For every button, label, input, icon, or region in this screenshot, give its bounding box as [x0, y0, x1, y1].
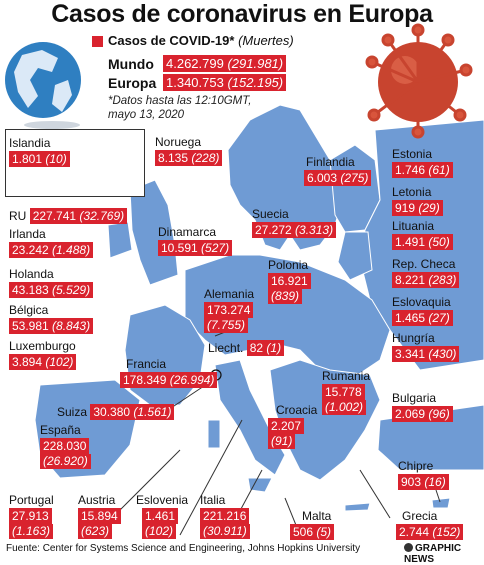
- country-name: Dinamarca: [158, 225, 217, 239]
- country-deaths: (96): [428, 407, 450, 422]
- country-value: [9, 242, 93, 258]
- country-label-portugal: [9, 494, 54, 539]
- country-label-belgica: [9, 304, 93, 334]
- country-label-dinamarca: [158, 226, 232, 256]
- country-name: Irlanda: [9, 227, 46, 241]
- country-name: Portugal: [9, 493, 54, 507]
- source-footer: Fuente: Center for Systems Science and Engineering, Johns Hopkins University: [6, 543, 361, 554]
- country-label-grecia: [396, 510, 463, 540]
- data-note: *Datos hasta las 12:10GMT, mayo 13, 2020: [108, 95, 252, 121]
- country-cases: 15.778: [325, 385, 362, 400]
- virus-icon: [367, 25, 471, 137]
- legend-cases-label: Casos de COVID-19*: [108, 33, 235, 48]
- country-cases: 15.894: [81, 509, 118, 524]
- country-name: Francia: [126, 357, 167, 371]
- country-label-chipre: [398, 460, 449, 490]
- country-name: Croacia: [276, 403, 318, 417]
- country-name: Suiza: [57, 405, 88, 419]
- country-deaths: (1.561): [133, 405, 172, 419]
- country-value: [158, 240, 232, 256]
- country-cases: 10.591: [161, 241, 198, 256]
- country-value-deaths: [268, 289, 302, 304]
- country-value: [304, 170, 371, 186]
- country-cases: 23.242: [12, 243, 49, 258]
- world-cases: 4.262.799: [166, 56, 224, 71]
- country-value: [9, 508, 52, 524]
- country-deaths: (5.529): [52, 283, 91, 298]
- country-deaths: (32.769): [79, 209, 125, 223]
- page-title: Casos de coronavirus en Europa: [51, 0, 433, 28]
- country-value-deaths: [204, 318, 248, 333]
- country-deaths: (102): [45, 355, 74, 370]
- country-deaths: (1.002): [325, 400, 364, 415]
- country-name: España: [40, 423, 81, 437]
- country-deaths: (3.313): [295, 223, 334, 238]
- country-cases: 8.221: [395, 273, 426, 288]
- country-cases: 82: [249, 341, 264, 355]
- country-cases: 2.207: [271, 419, 302, 434]
- europe-cases: 1.340.753: [166, 75, 224, 90]
- country-deaths: (8.843): [52, 319, 91, 334]
- country-name: RU: [9, 209, 27, 223]
- country-name: Italia: [200, 493, 226, 507]
- country-name: Grecia: [402, 509, 438, 523]
- country-name: Finlandia: [306, 155, 355, 169]
- country-name: Luxemburgo: [9, 339, 76, 353]
- country-deaths: (839): [271, 289, 300, 304]
- legend-swatch: [92, 36, 103, 47]
- country-value: [268, 273, 311, 289]
- country-value: [9, 318, 93, 334]
- country-name: Alemania: [204, 287, 255, 301]
- country-value: [392, 272, 459, 288]
- country-value: [252, 222, 336, 238]
- country-label-austria: [78, 494, 121, 539]
- country-value-deaths: [200, 524, 250, 539]
- legend-label: [108, 33, 294, 48]
- country-value: [396, 524, 463, 540]
- country-deaths: (283): [428, 273, 457, 288]
- world-label: Mundo: [108, 56, 154, 72]
- country-name: Holanda: [9, 267, 54, 281]
- country-cases: 16.921: [271, 274, 308, 289]
- country-label-suiza: [57, 404, 174, 420]
- europe-value: [163, 74, 286, 91]
- country-label-luxemburgo: [9, 340, 76, 370]
- country-value: [40, 438, 89, 454]
- country-deaths: (50): [428, 235, 450, 250]
- country-value: [9, 282, 93, 298]
- country-label-malta: [290, 510, 334, 540]
- country-deaths: (1.488): [52, 243, 91, 258]
- country-deaths: (430): [428, 347, 457, 362]
- country-cases: 53.981: [12, 319, 49, 334]
- country-label-espana: [40, 424, 91, 469]
- country-value: [392, 234, 453, 250]
- country-cases: 1.801: [12, 152, 43, 167]
- country-name: Eslovaquia: [392, 295, 451, 309]
- country-value: [204, 302, 253, 318]
- country-deaths: (29): [418, 201, 440, 216]
- world-value: [163, 55, 286, 72]
- crete-shape: [345, 503, 370, 511]
- country-value: [78, 508, 121, 524]
- country-value: [90, 404, 174, 420]
- country-label-polonia: [268, 259, 311, 304]
- country-name: Eslovenia: [136, 493, 189, 507]
- country-value: [30, 208, 127, 224]
- country-name: Chipre: [398, 459, 434, 473]
- country-value: [392, 406, 453, 422]
- country-cases: 3.894: [12, 355, 43, 370]
- country-name: Liecht.: [208, 341, 244, 355]
- cyprus-shape: [432, 498, 450, 508]
- country-cases: 173.274: [207, 303, 251, 318]
- country-cases: 1.461: [145, 509, 176, 524]
- country-label-bulgaria: [392, 392, 453, 422]
- country-label-letonia: [392, 186, 443, 216]
- country-label-liecht: [208, 340, 284, 356]
- country-value: [155, 150, 222, 166]
- country-label-alemania: [204, 288, 254, 333]
- country-cases: 2.069: [395, 407, 426, 422]
- country-label-lituania: [392, 220, 453, 250]
- country-value: [392, 346, 459, 362]
- country-name: Letonia: [392, 185, 432, 199]
- country-deaths: (16): [424, 475, 446, 490]
- country-value: [9, 354, 76, 370]
- country-cases: 506: [293, 525, 314, 540]
- country-label-francia: [120, 358, 217, 388]
- country-deaths: (152): [432, 525, 461, 540]
- country-label-rumania: [322, 370, 370, 415]
- country-cases: 1.746: [395, 163, 426, 178]
- country-value: [392, 200, 443, 216]
- country-label-islandia: [9, 137, 70, 167]
- legend-deaths-label: (Muertes): [238, 33, 294, 48]
- country-deaths: (1): [266, 341, 282, 355]
- country-cases: 1.491: [395, 235, 426, 250]
- country-name: Hungría: [392, 331, 435, 345]
- country-value-deaths: [78, 524, 112, 539]
- country-value: [392, 162, 453, 178]
- country-label-eslovaquia: [392, 296, 453, 326]
- country-name: Estonia: [392, 147, 433, 161]
- baltic-shape: [338, 232, 372, 280]
- country-cases: 2.744: [399, 525, 430, 540]
- country-deaths: (102): [145, 524, 174, 539]
- country-cases: 43.183: [12, 283, 49, 298]
- brand-credit: [404, 543, 484, 565]
- country-deaths: (27): [428, 311, 450, 326]
- country-name: Noruega: [155, 135, 202, 149]
- country-label-irlanda: [9, 228, 93, 258]
- country-cases: 27.272: [255, 223, 292, 238]
- globe-icon: [5, 42, 81, 129]
- country-cases: 178.349: [123, 373, 167, 388]
- country-cases: 8.135: [158, 151, 189, 166]
- country-label-italia: [200, 494, 250, 539]
- europe-deaths: (152.195): [227, 75, 284, 90]
- graphic-news-logo-icon: [404, 543, 413, 552]
- country-name: Austria: [78, 493, 116, 507]
- ireland-shape: [108, 222, 132, 258]
- country-deaths: (1.163): [12, 524, 51, 539]
- country-deaths: (5): [316, 525, 332, 540]
- country-label-ru: [9, 208, 127, 224]
- country-cases: 27.913: [12, 509, 49, 524]
- country-value-deaths: [322, 400, 366, 415]
- country-deaths: (228): [191, 151, 220, 166]
- country-value: [398, 474, 449, 490]
- country-name: Rumania: [322, 369, 371, 383]
- country-label-croacia: [268, 404, 317, 449]
- country-name: Suecia: [252, 207, 289, 221]
- country-deaths: (275): [340, 171, 369, 186]
- country-cases: 919: [395, 201, 416, 216]
- country-label-eslovenia: [136, 494, 188, 539]
- country-cases: 6.003: [307, 171, 338, 186]
- country-name: Rep. Checa: [392, 257, 456, 271]
- country-label-hungria: [392, 332, 459, 362]
- country-value: [392, 310, 453, 326]
- country-label-finlandia: [304, 156, 371, 186]
- country-name: Bulgaria: [392, 391, 437, 405]
- country-value: [247, 340, 284, 356]
- sardinia-shape: [208, 420, 220, 448]
- country-cases: 228.030: [43, 439, 87, 454]
- country-value-deaths: [142, 524, 176, 539]
- country-deaths: (61): [428, 163, 450, 178]
- country-deaths: (91): [271, 434, 293, 449]
- country-cases: 1.465: [395, 311, 426, 326]
- country-value: [268, 418, 304, 434]
- brand-name: GRAPHIC NEWS: [404, 543, 462, 565]
- country-value: [200, 508, 249, 524]
- country-cases: 30.380: [93, 405, 131, 419]
- country-name: Lituania: [392, 219, 435, 233]
- country-label-repcheca: [392, 258, 459, 288]
- country-deaths: (10): [45, 152, 67, 167]
- country-cases: 903: [401, 475, 422, 490]
- country-value-deaths: [40, 454, 91, 469]
- country-value: [120, 372, 217, 388]
- country-deaths: (623): [81, 524, 110, 539]
- country-cases: 221.216: [203, 509, 247, 524]
- country-cases: 227.741: [32, 209, 77, 223]
- country-deaths: (527): [201, 241, 230, 256]
- europe-label: Europa: [108, 75, 157, 91]
- country-label-suecia: [252, 208, 336, 238]
- country-name: Islandia: [9, 136, 51, 150]
- country-label-estonia: [392, 148, 453, 178]
- country-name: Malta: [302, 509, 332, 523]
- country-name: Bélgica: [9, 303, 49, 317]
- country-deaths: (30.911): [203, 524, 247, 539]
- country-deaths: (26.920): [43, 454, 88, 469]
- country-value-deaths: [9, 524, 53, 539]
- country-label-noruega: [155, 136, 222, 166]
- country-name: Polonia: [268, 258, 309, 272]
- country-value: [290, 524, 334, 540]
- world-deaths: (291.981): [227, 56, 284, 71]
- country-value: [9, 151, 70, 167]
- country-value: [322, 384, 365, 400]
- country-label-holanda: [9, 268, 93, 298]
- country-value-deaths: [268, 434, 295, 449]
- country-deaths: (26.994): [169, 373, 215, 388]
- country-value: [142, 508, 178, 524]
- country-cases: 3.341: [395, 347, 426, 362]
- country-deaths: (7.755): [207, 318, 246, 333]
